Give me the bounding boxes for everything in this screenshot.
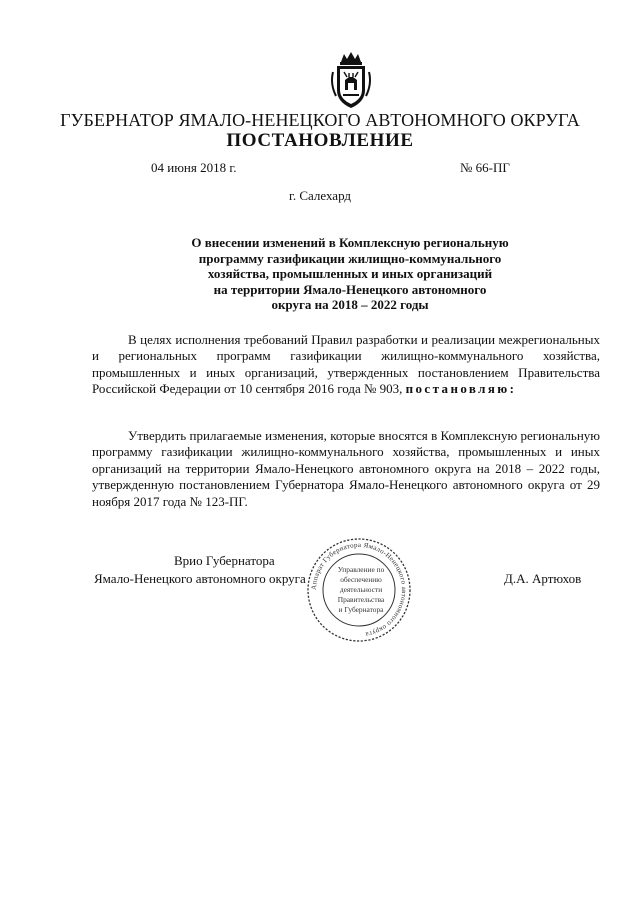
seal-center-line: обеспечению: [340, 575, 382, 584]
document-number: № 66-ПГ: [460, 160, 510, 175]
seal-center-line: Правительства: [337, 595, 385, 604]
coat-of-arms-icon: [327, 50, 375, 112]
title-line: хозяйства, промышленных и иных организаций: [207, 266, 493, 281]
signatory-position-line1: Врио Губернатора: [174, 553, 275, 568]
title-line: на территории Ямало-Ненецкого автономного: [213, 281, 487, 297]
signatory-name: Д.А. Артюхов: [504, 571, 582, 586]
seal-center-line: Управление по: [337, 565, 385, 574]
issuer-heading: ГУБЕРНАТОР ЯМАЛО-НЕНЕЦКОГО АВТОНОМНОГО ОКРУГА: [60, 110, 580, 130]
title-line: программу газификации жилищно-коммунального: [198, 250, 502, 266]
signatory-position-line2: Ямало-Ненецкого автономного округа: [94, 571, 306, 586]
title-line: округа на 2018 – 2022 годы: [271, 297, 429, 312]
document-city: г. Салехард: [288, 188, 352, 203]
preamble-text: В целях исполнения требований Правил разработки и реализации межрегиональных и региональных программ газификации жилищно-коммунального хозяйства, промышленных и иных организаций, утвержденных постановлением Правительства Российской Федерации от 10 сентября 2016 года № 903,: [92, 332, 600, 397]
official-seal-icon: [305, 536, 413, 644]
seal-center-line: и Губернатора: [338, 605, 384, 614]
seal-ring-text: Аппарат Губернатора Ямало-Ненецкого автономного округа: [309, 540, 409, 639]
title-line: О внесении изменений в Комплексную региональную: [191, 235, 509, 250]
document-title: [140, 235, 560, 313]
operative-word: постановляю:: [405, 381, 517, 397]
seal-center-line: деятельности: [339, 585, 383, 594]
resolution-paragraph: [92, 428, 600, 510]
preamble-paragraph: [92, 332, 600, 398]
document-type-heading: ПОСТАНОВЛЕНИЕ: [226, 130, 414, 151]
resolution-text: Утвердить прилагаемые изменения, которые вносятся в Комплексную региональную программу газификации жилищно-коммунального хозяйства, промышленных и иных организаций на территории Ямало-Ненецкого автономного округа на 2018 – 2022 годы, утвержденную постановлением Губернатора Ямало-Ненецкого автономного округа от 29 ноября 2017 года № 123-ПГ.: [92, 428, 600, 509]
document-date: 04 июня 2018 г.: [151, 160, 237, 175]
